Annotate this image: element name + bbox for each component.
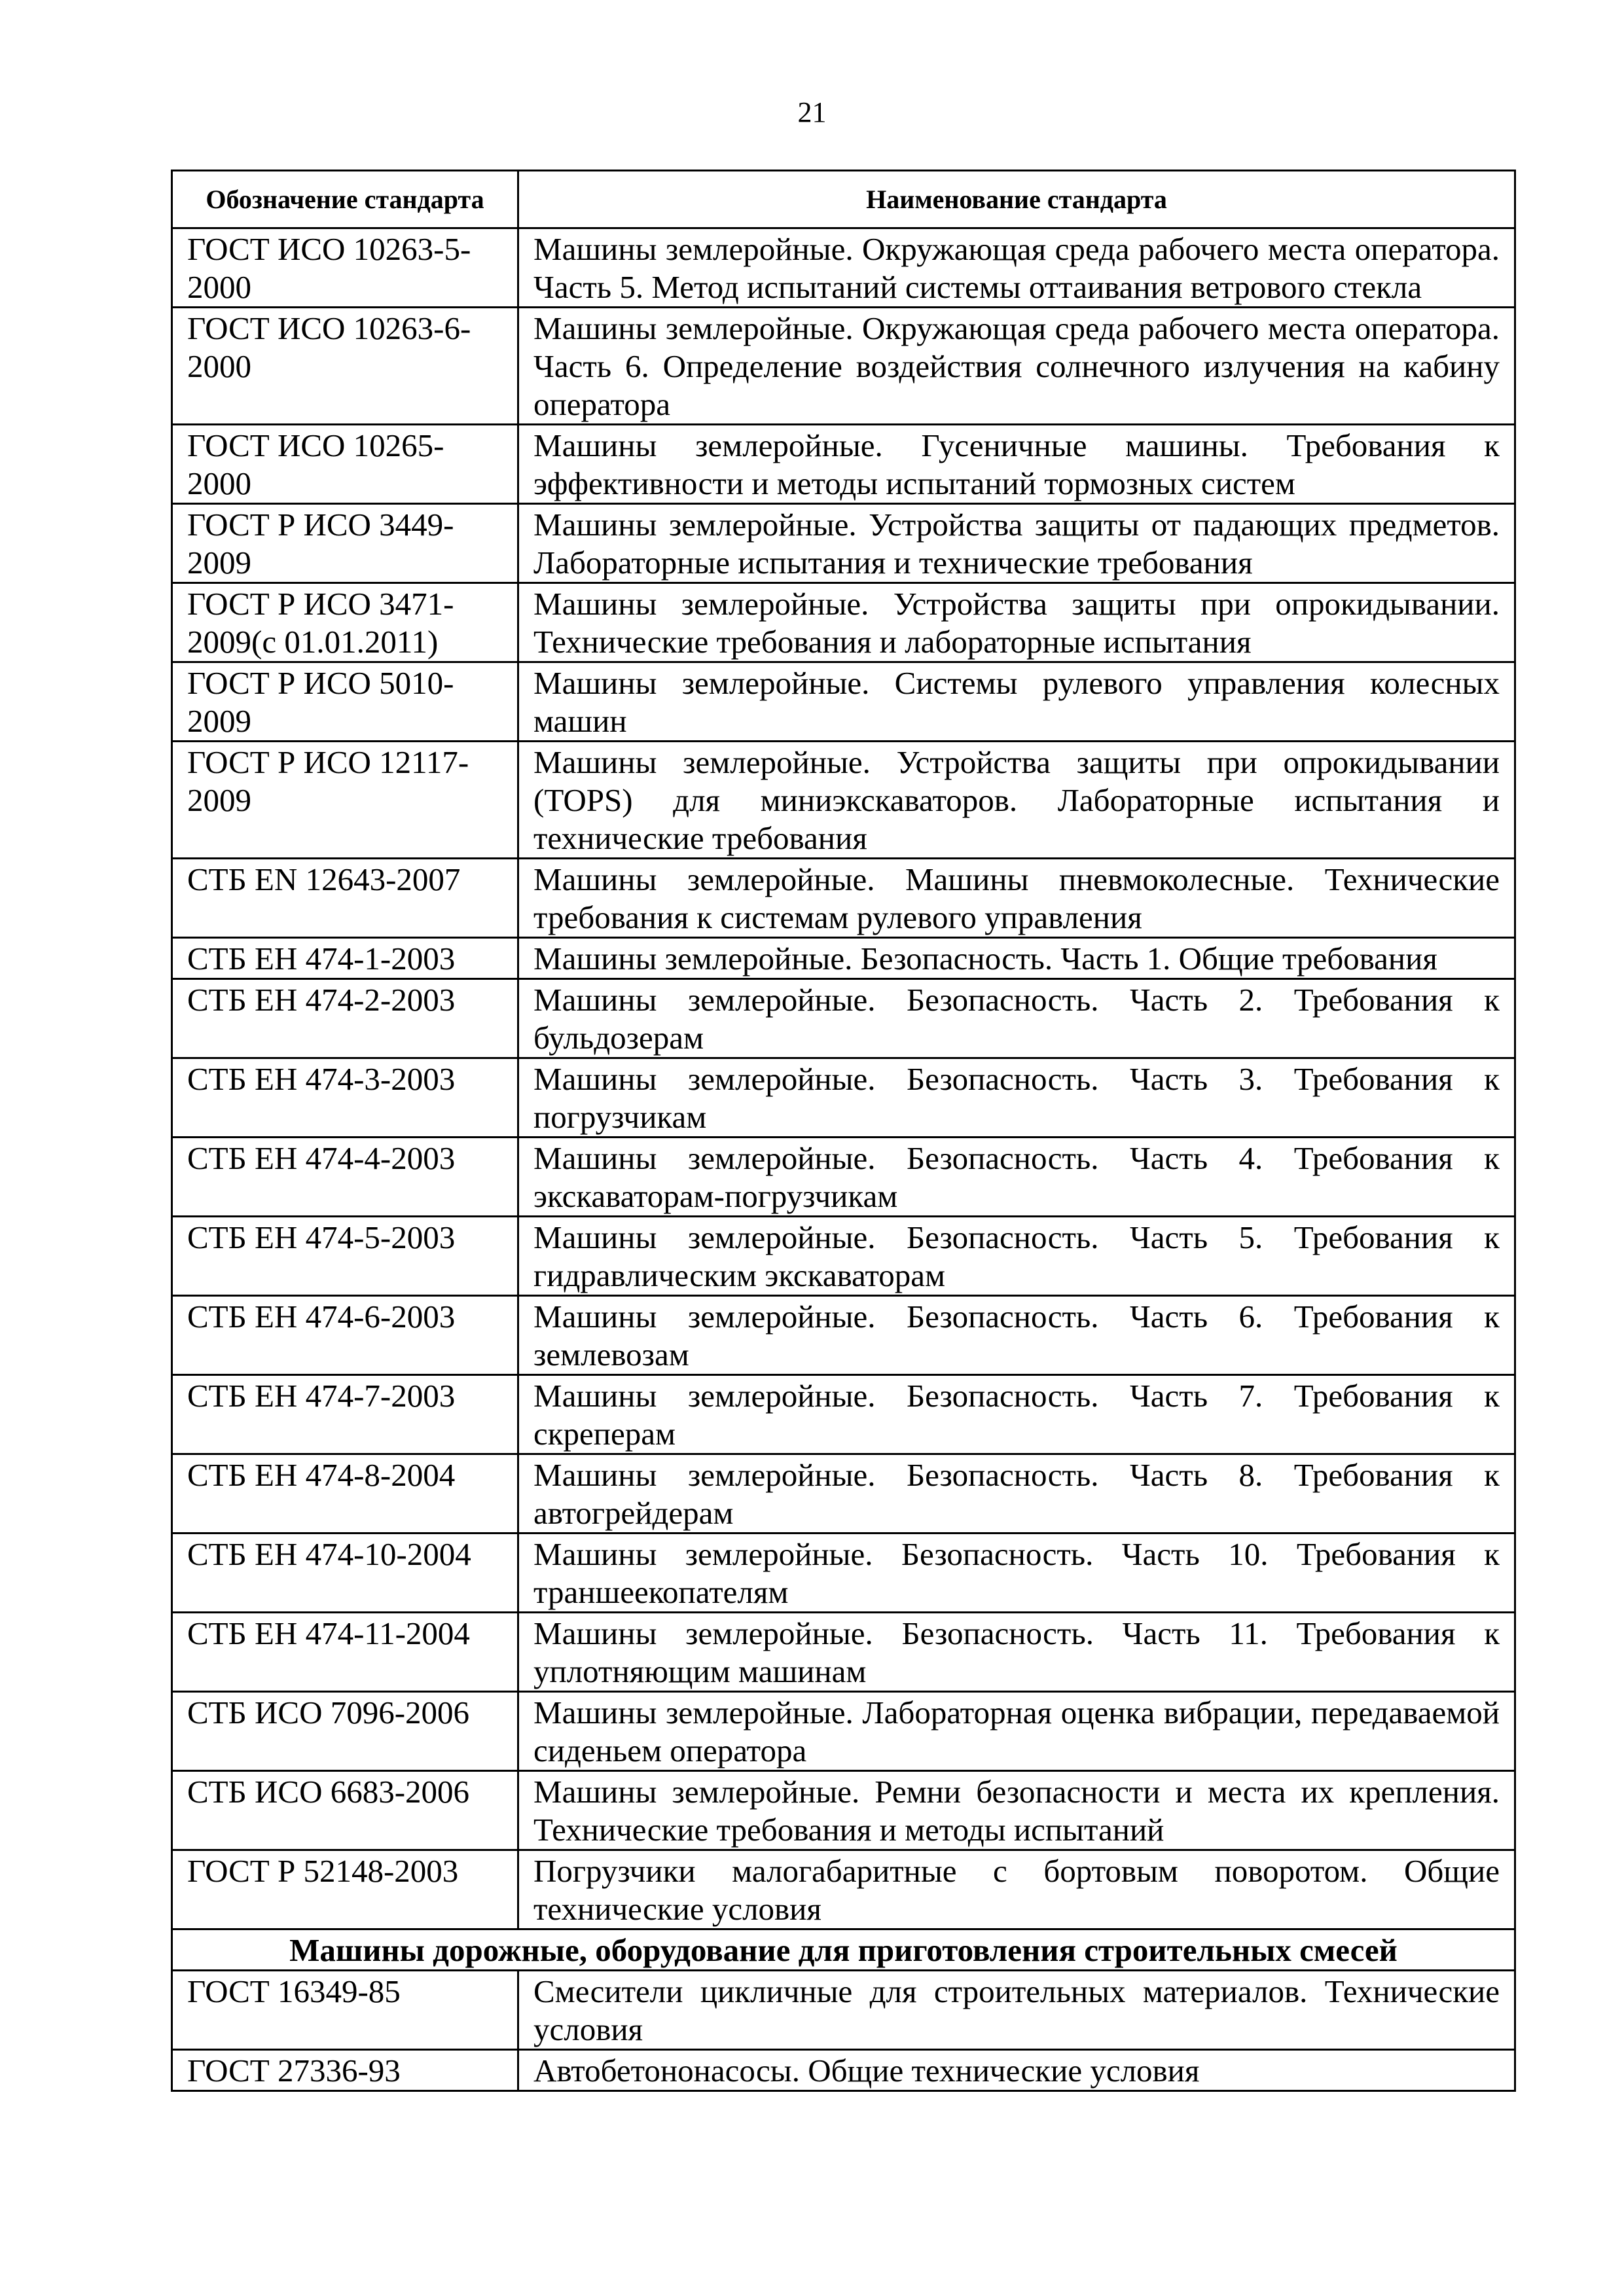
standard-code: СТБ EN 12643-2007 [172,859,518,938]
standard-code: СТБ ЕН 474-5-2003 [172,1217,518,1296]
standard-name: Машины землеройные. Безопасность. Часть 11. Требования к уплотняющим машинам [518,1613,1515,1692]
standard-name: Машины землеройные. Безопасность. Часть 2. Требования к бульдозерам [518,979,1515,1058]
standard-name: Машины землеройные. Безопасность. Часть 8. Требования к автогрейдерам [518,1454,1515,1534]
standard-code: СТБ ЕН 474-1-2003 [172,938,518,979]
table-row [172,1850,1515,1929]
standard-name: Машины землеройные. Лабораторная оценка вибрации, передаваемой сиденьем оператора [518,1692,1515,1771]
table-row [172,504,1515,583]
standard-name: Машины землеройные. Окружающая среда рабочего места оператора. Часть 5. Метод испытаний системы оттаивания ветрового стекла [518,228,1515,308]
standard-name: Машины землеройные. Безопасность. Часть 1. Общие требования [518,938,1515,979]
standard-code: ГОСТ ИСО 10263-5-2000 [172,228,518,308]
standards-table [171,170,1516,2092]
standard-code: СТБ ЕН 474-3-2003 [172,1058,518,1138]
standard-name: Машины землеройные. Системы рулевого управления колесных машин [518,662,1515,742]
table-row [172,1217,1515,1296]
standard-name: Машины землеройные. Устройства защиты от падающих предметов. Лабораторные испытания и технические требования [518,504,1515,583]
standard-name: Машины землеройные. Устройства защиты при опрокидывании (TOPS) для миниэкскаваторов. Лабораторные испытания и технические требования [518,742,1515,859]
section-row [172,1929,1515,1971]
standard-code: ГОСТ Р ИСО 3449-2009 [172,504,518,583]
standard-name: Машины землеройные. Безопасность. Часть 5. Требования к гидравлическим экскаваторам [518,1217,1515,1296]
table-row [172,1296,1515,1375]
table-row [172,425,1515,504]
standard-name: Машины землеройные. Безопасность. Часть 7. Требования к скреперам [518,1375,1515,1454]
table-row [172,859,1515,938]
standard-code: СТБ ЕН 474-11-2004 [172,1613,518,1692]
table-row [172,228,1515,308]
table-row [172,1692,1515,1771]
table-row [172,2050,1515,2091]
standard-code: ГОСТ Р ИСО 5010-2009 [172,662,518,742]
table-row [172,938,1515,979]
table-row [172,1375,1515,1454]
standard-code: СТБ ИСО 7096-2006 [172,1692,518,1771]
table-row [172,979,1515,1058]
standard-code: ГОСТ ИСО 10263-6-2000 [172,308,518,425]
standard-code: ГОСТ 27336-93 [172,2050,518,2091]
table-row [172,1058,1515,1138]
standard-code: ГОСТ ИСО 10265-2000 [172,425,518,504]
table-row [172,1771,1515,1850]
standard-code: СТБ ЕН 474-8-2004 [172,1454,518,1534]
standard-code: СТБ ИСО 6683-2006 [172,1771,518,1850]
table-row [172,583,1515,662]
standard-code: СТБ ЕН 474-6-2003 [172,1296,518,1375]
table-row [172,308,1515,425]
table-row [172,1971,1515,2050]
table-header-row [172,171,1515,228]
standard-name: Машины землеройные. Окружающая среда рабочего места оператора. Часть 6. Определение воздействия солнечного излучения на кабину оператора [518,308,1515,425]
standard-code: СТБ ЕН 474-7-2003 [172,1375,518,1454]
standard-name: Машины землеройные. Машины пневмоколесные. Технические требования к системам рулевого управления [518,859,1515,938]
table-row [172,742,1515,859]
standard-name: Машины землеройные. Ремни безопасности и места их крепления. Технические требования и методы испытаний [518,1771,1515,1850]
table-row [172,662,1515,742]
standard-code: СТБ ЕН 474-4-2003 [172,1138,518,1217]
table-row [172,1613,1515,1692]
standard-name: Машины землеройные. Безопасность. Часть 6. Требования к землевозам [518,1296,1515,1375]
standard-name: Машины землеройные. Безопасность. Часть 10. Требования к траншеекопателям [518,1534,1515,1613]
column-header-name: Наименование стандарта [518,171,1515,228]
standard-name: Машины землеройные. Устройства защиты при опрокидывании. Технические требования и лабораторные испытания [518,583,1515,662]
standard-name: Автобетононасосы. Общие технические условия [518,2050,1515,2091]
standard-name: Смесители цикличные для строительных материалов. Технические условия [518,1971,1515,2050]
standard-name: Машины землеройные. Безопасность. Часть 4. Требования к экскаваторам-погрузчикам [518,1138,1515,1217]
standard-name: Машины землеройные. Безопасность. Часть 3. Требования к погрузчикам [518,1058,1515,1138]
standard-code: ГОСТ 16349-85 [172,1971,518,2050]
standard-code: ГОСТ Р ИСО 3471-2009(с 01.01.2011) [172,583,518,662]
standard-name: Машины землеройные. Гусеничные машины. Требования к эффективности и методы испытаний тормозных систем [518,425,1515,504]
page-number: 21 [797,96,827,128]
standard-code: ГОСТ Р ИСО 12117-2009 [172,742,518,859]
table-row [172,1534,1515,1613]
column-header-designation: Обозначение стандарта [172,171,518,228]
standard-code: СТБ ЕН 474-2-2003 [172,979,518,1058]
table-row [172,1454,1515,1534]
standard-code: СТБ ЕН 474-10-2004 [172,1534,518,1613]
standard-name: Погрузчики малогабаритные с бортовым поворотом. Общие технические условия [518,1850,1515,1929]
standard-code: ГОСТ Р 52148-2003 [172,1850,518,1929]
table-row [172,1138,1515,1217]
section-heading: Машины дорожные, оборудование для приготовления строительных смесей [172,1929,1515,1971]
